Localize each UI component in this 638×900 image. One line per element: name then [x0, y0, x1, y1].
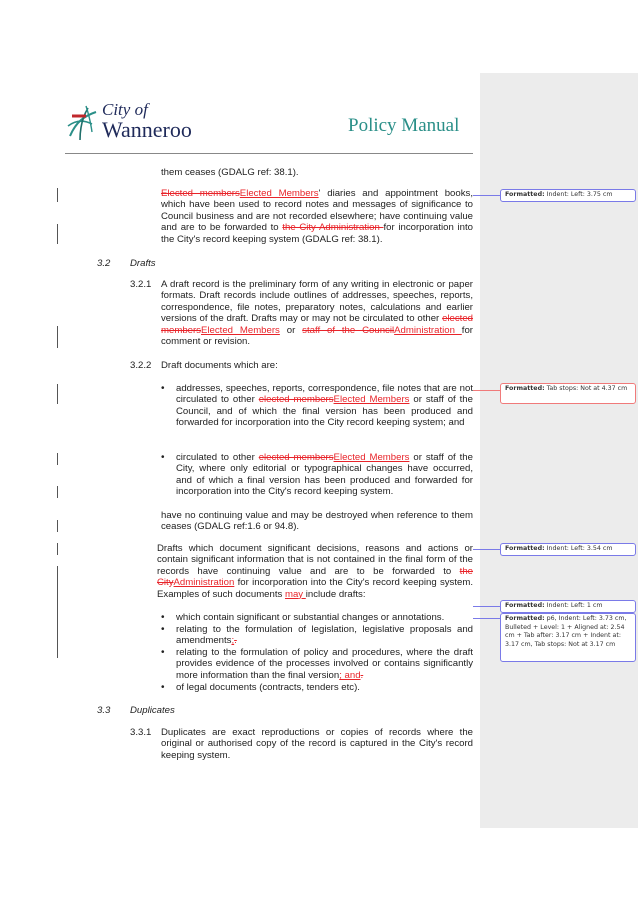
tracked-deletion: .: [234, 635, 237, 647]
tracked-insertion: ; and: [339, 669, 361, 681]
change-bar: [57, 566, 58, 658]
logo-city-text: City of: [102, 100, 148, 119]
bullet: •: [161, 647, 165, 658]
section-3-3-title: Duplicates: [130, 705, 175, 716]
text-run: or staff of the City, where only editorial or typographical changes have occurred, and of which a final version has been produced and forwarded for incorporation into the City's record keeping system.: [176, 452, 473, 498]
text-run: have no continuing value and may be destroyed when reference to them ceases (GDALG ref:1.6 or 94.8).: [161, 510, 473, 533]
format-comment[interactable]: [500, 189, 636, 202]
text-run: of legal documents (contracts, tenders etc).: [176, 682, 360, 693]
logo-name-text: Wanneroo: [102, 117, 192, 142]
comment-label: Formatted:: [505, 615, 545, 622]
text-run: include drafts:: [305, 588, 366, 600]
change-bar: [57, 224, 58, 244]
text-run: ' diaries and appointment books, which have been used to record notes and messages of significance to Council business and are not recorded elsewhere; have continuing value and are to be forwarded to: [161, 188, 473, 234]
change-bar: [57, 188, 58, 202]
text-run: for incorporation into the City's record keeping system. Examples of such documents: [157, 577, 473, 600]
tracked-deletion: the City: [157, 565, 473, 589]
comment-connector: [473, 606, 500, 607]
tracked-insertion: Elected Members: [239, 188, 319, 199]
paragraph-3-3-1: [161, 727, 473, 761]
tracked-insertion: Elected Members: [333, 452, 410, 463]
paragraph-drafts-significant: [157, 543, 473, 600]
comment-text: p6, Indent: Left: 3.73 cm, Bulleted + Level: 1 + Aligned at: 2.54 cm + Tab after: 3.17 cm + Indent at: 3.17 cm, Tab stops: Not at 3.17 cm: [505, 615, 627, 648]
text-run: them ceases (GDALG ref: 38.1).: [161, 167, 299, 178]
bullet-item-circulated: [176, 452, 473, 498]
tracked-insertion: Administration: [394, 324, 462, 336]
paragraph-ceases: [161, 167, 473, 178]
text-run: which contain significant or substantial changes or annotations.: [176, 612, 445, 623]
tracked-insertion: ;: [231, 635, 235, 647]
comment-label: Formatted:: [505, 385, 545, 392]
tracked-deletion: staff of the Council: [302, 324, 395, 336]
text-run: A draft record is the preliminary form of any writing in electronic or paper formats. Draft records include outlines of addresses, speeches, reports, correspondence, file notes, preparatory notes, calculations and earlier versions of the draft. Drafts may or may not be circulated to other: [161, 279, 473, 325]
tracked-deletion: elected members: [258, 452, 334, 463]
change-bar: [57, 326, 58, 348]
city-of-wanneroo-logo: [66, 100, 216, 146]
clause-3-2-1-number: 3.2.1: [130, 279, 152, 290]
text-run: or staff of the Council, and of which the final version has been produced and forwarded for incorporation into the City record keeping system; and: [176, 394, 473, 429]
paragraph-3-2-1: [161, 279, 473, 347]
format-comment[interactable]: [500, 613, 636, 662]
paragraph-elected-members-diaries: [161, 188, 473, 245]
section-3-3-number: 3.3: [97, 705, 111, 716]
comment-margin: [480, 73, 638, 828]
tracked-insertion: Elected Members: [200, 324, 280, 336]
bullet-item-legal-documents: [176, 682, 473, 693]
format-comment[interactable]: [500, 383, 636, 404]
comment-text: Indent: Left: 1 cm: [544, 602, 603, 609]
tracked-deletion: Elected members: [161, 188, 240, 199]
text-run: for comment or revision.: [161, 324, 473, 348]
text-run: or: [279, 324, 303, 336]
comment-label: Formatted:: [505, 602, 545, 609]
tracked-insertion: may: [284, 588, 306, 600]
comment-connector: [473, 549, 500, 550]
section-3-2-number: 3.2: [97, 258, 111, 269]
format-comment[interactable]: [500, 600, 636, 613]
tracked-insertion: Administration: [173, 577, 235, 589]
text-run: Draft documents which are:: [161, 360, 278, 371]
header-rule: [65, 153, 473, 154]
comment-label: Formatted:: [505, 545, 545, 552]
change-bar: [57, 520, 58, 532]
comment-connector: [473, 618, 500, 619]
change-bar: [57, 543, 58, 555]
bullet: •: [161, 383, 165, 394]
text-run: relating to the formulation of legislation, legislative proposals and amendments: [176, 624, 473, 647]
change-bar: [57, 453, 58, 465]
document-title: Policy Manual: [348, 115, 460, 136]
clause-3-3-1-number: 3.3.1: [130, 727, 152, 738]
bullet-item-legislation: [176, 624, 473, 647]
tracked-insertion: Elected Members: [333, 394, 410, 406]
comment-label: Formatted:: [505, 191, 545, 198]
format-comment[interactable]: [500, 543, 636, 556]
change-bar: [57, 384, 58, 404]
bullet-item-significant-changes: [176, 612, 473, 623]
comment-text: Indent: Left: 3.54 cm: [544, 545, 613, 552]
bullet-item-addresses: [176, 383, 473, 429]
bullet: •: [161, 682, 165, 693]
text-run: circulated to other: [176, 452, 259, 463]
bullet: •: [161, 452, 165, 463]
text-run: for incorporation into the City's record keeping system (GDALG ref: 38.1).: [161, 222, 473, 245]
bullet-item-policy: [176, 647, 473, 681]
text-run: Duplicates are exact reproductions or copies of records where the original or authorised copy of the record is captured in the City's record keeping system.: [161, 727, 473, 761]
bullet: •: [161, 612, 165, 623]
kangaroo-paw-icon: [66, 102, 100, 142]
text-run: addresses, speeches, reports, correspondence, file notes that are not circulated to other: [176, 383, 473, 406]
tracked-deletion: the City Administration: [282, 222, 384, 234]
paragraph-3-2-2: [161, 360, 461, 371]
clause-3-2-2-number: 3.2.2: [130, 360, 152, 371]
text-run: relating to the formulation of policy and procedures, where the draft provides evidence of the processes involved or contains significantly more information than the final version: [176, 647, 473, 681]
change-bar: [57, 486, 58, 498]
tracked-deletion: elected members: [161, 313, 473, 336]
comment-text: Tab stops: Not at 4.37 cm: [544, 385, 628, 392]
comment-connector: [473, 195, 500, 196]
comment-text: Indent: Left: 3.75 cm: [544, 191, 613, 198]
section-3-2-title: Drafts: [130, 258, 156, 269]
comment-connector: [473, 390, 500, 391]
paragraph-no-continuing-value: [161, 510, 473, 533]
tracked-deletion: .: [360, 669, 364, 681]
tracked-deletion: elected members: [258, 394, 334, 406]
text-run: Drafts which document significant decisions, reasons and actions or contain significant information that is not contained in the final form of the records have continuing value and are to be forwarded to: [157, 543, 473, 577]
bullet: •: [161, 624, 165, 635]
